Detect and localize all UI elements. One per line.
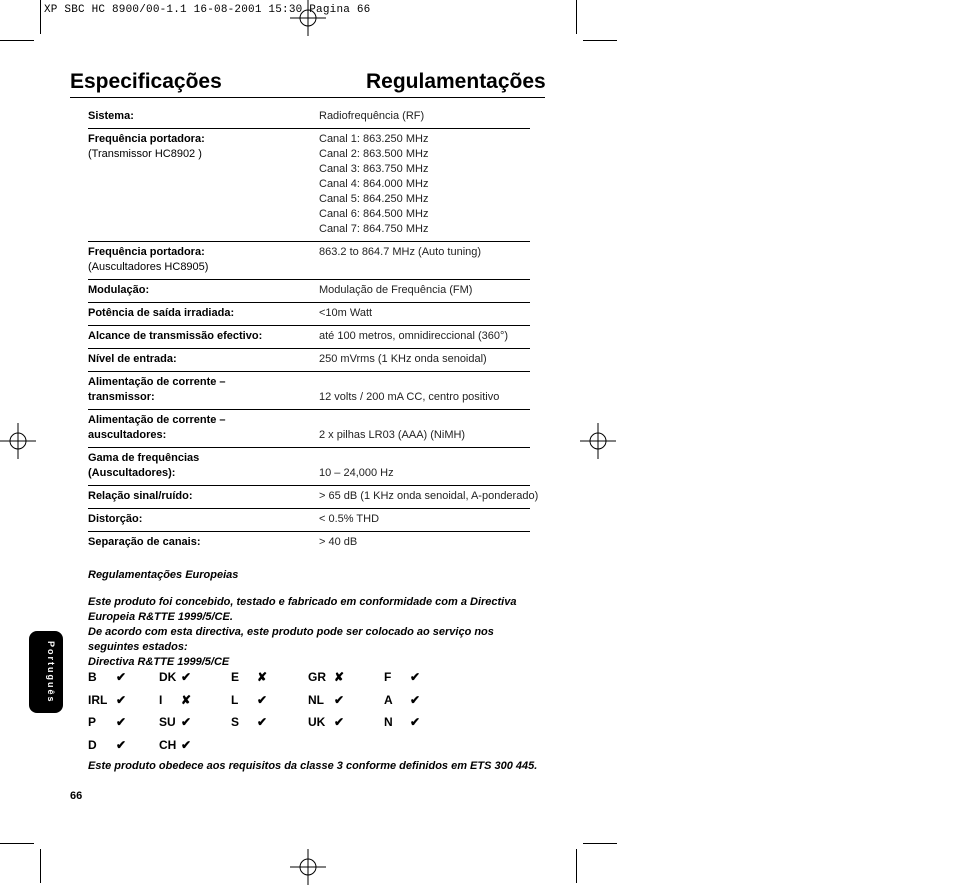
spec-label: Modulação: xyxy=(88,284,150,296)
country-cell xyxy=(159,670,192,684)
registration-mark-icon xyxy=(290,0,326,36)
country-cell xyxy=(88,670,127,684)
regulations-paragraph: De acordo com esta directiva, este produto pode ser colocado ao serviço nos xyxy=(88,626,494,638)
spec-value: > 40 dB xyxy=(319,536,358,548)
spec-label: Alimentação de corrente – xyxy=(88,414,226,426)
spec-value: até 100 metros, omnidireccional (360°) xyxy=(319,330,509,342)
page-title-right: Regulamentações xyxy=(366,70,546,93)
crop-mark xyxy=(583,843,617,844)
spec-value: Canal 6: 864.500 MHz xyxy=(319,208,429,220)
spec-row xyxy=(88,303,530,326)
spec-label: auscultadores: xyxy=(88,429,167,441)
spec-label: Frequência portadora: xyxy=(88,133,205,145)
country-cell xyxy=(88,738,127,752)
spec-value: 250 mVrms (1 KHz onda senoidal) xyxy=(319,353,487,365)
check-icon: ✔ xyxy=(410,715,421,729)
crop-mark xyxy=(583,40,617,41)
spec-sublabel: (Transmissor HC8902 ) xyxy=(88,148,202,160)
country-code: CH xyxy=(159,738,177,752)
country-cell xyxy=(88,715,127,729)
spec-value: 10 – 24,000 Hz xyxy=(319,467,394,479)
country-code: IRL xyxy=(88,693,108,707)
crop-mark xyxy=(40,849,41,883)
spec-label: Alimentação de corrente – xyxy=(88,376,226,388)
spec-value: <10m Watt xyxy=(319,307,373,319)
spec-row xyxy=(88,280,530,303)
country-code: DK xyxy=(159,670,177,684)
spec-value: < 0.5% THD xyxy=(319,513,380,525)
registration-mark-icon xyxy=(0,423,36,459)
spec-label: Separação de canais: xyxy=(88,536,201,548)
check-icon: ✔ xyxy=(116,670,127,684)
spec-row xyxy=(88,242,530,280)
check-icon: ✔ xyxy=(410,670,421,684)
print-slug: XP SBC HC 8900/00-1.1 16-08-2001 15:30 Pagina 66 xyxy=(44,4,371,16)
spec-value: 863.2 to 864.7 MHz (Auto tuning) xyxy=(319,246,482,258)
country-cell xyxy=(231,693,268,707)
country-code: A xyxy=(384,693,393,707)
registration-mark-icon xyxy=(580,423,616,459)
check-icon: ✔ xyxy=(181,715,192,729)
spec-label: Frequência portadora: xyxy=(88,246,205,258)
country-code: P xyxy=(88,715,97,729)
spec-value: Canal 2: 863.500 MHz xyxy=(319,148,429,160)
spec-row xyxy=(88,326,530,349)
spec-label: Sistema: xyxy=(88,110,134,122)
check-icon: ✔ xyxy=(116,693,127,707)
check-icon: ✔ xyxy=(181,738,192,752)
crop-mark xyxy=(576,849,577,883)
country-code: E xyxy=(231,670,240,684)
spec-label: (Auscultadores): xyxy=(88,467,176,479)
spec-row xyxy=(88,372,530,410)
regulations-paragraph: seguintes estados: xyxy=(88,641,188,653)
check-icon: ✔ xyxy=(334,715,345,729)
country-code: S xyxy=(231,715,240,729)
spec-label: Nível de entrada: xyxy=(88,353,177,365)
country-cell xyxy=(308,693,345,707)
spec-value: Canal 1: 863.250 MHz xyxy=(319,133,429,145)
country-code: D xyxy=(88,738,97,752)
page-title-left: Especificações xyxy=(70,70,222,93)
country-cell xyxy=(159,738,192,752)
country-cell xyxy=(88,693,127,707)
spec-label: Alcance de transmissão efectivo: xyxy=(88,330,263,342)
country-code: NL xyxy=(308,693,324,707)
spec-value: Radiofrequência (RF) xyxy=(319,110,425,122)
crop-mark xyxy=(40,0,41,34)
crop-mark xyxy=(0,40,34,41)
language-tab-label: Português xyxy=(46,640,56,704)
spec-row xyxy=(88,486,539,509)
spec-row xyxy=(88,349,530,372)
regulations-section xyxy=(88,568,548,670)
spec-value: Canal 5: 864.250 MHz xyxy=(319,193,429,205)
country-code: I xyxy=(159,693,163,707)
country-code: B xyxy=(88,670,97,684)
country-cell xyxy=(308,670,345,684)
country-code: UK xyxy=(308,715,326,729)
crop-mark xyxy=(576,0,577,34)
regulations-paragraph: Este produto foi concebido, testado e fabricado em conformidade com a Directiva xyxy=(88,596,517,608)
spec-row xyxy=(88,410,530,448)
country-code: GR xyxy=(308,670,326,684)
spec-row xyxy=(88,448,530,486)
check-icon: ✔ xyxy=(181,670,192,684)
country-code: N xyxy=(384,715,393,729)
country-code: SU xyxy=(159,715,176,729)
registration-mark-icon xyxy=(290,849,326,885)
country-cell xyxy=(231,670,268,684)
spec-row xyxy=(88,129,530,242)
spec-label: transmissor: xyxy=(88,391,155,403)
cross-icon: ✘ xyxy=(257,670,268,684)
country-code: F xyxy=(384,670,392,684)
check-icon: ✔ xyxy=(410,693,421,707)
spec-label: Distorção: xyxy=(88,513,143,525)
title-divider xyxy=(70,97,545,98)
check-icon: ✔ xyxy=(257,693,268,707)
country-cell xyxy=(384,693,421,707)
country-cell xyxy=(308,715,345,729)
spec-row xyxy=(88,106,530,129)
spec-value: > 65 dB (1 KHz onda senoidal, A-ponderado) xyxy=(319,490,539,502)
check-icon: ✔ xyxy=(257,715,268,729)
country-cell xyxy=(159,693,192,707)
spec-value: Canal 4: 864.000 MHz xyxy=(319,178,429,190)
crop-mark xyxy=(0,843,34,844)
regulations-directive: Directiva R&TTE 1999/5/CE xyxy=(88,656,230,668)
country-cell xyxy=(159,715,192,729)
spec-label: Relação sinal/ruído: xyxy=(88,490,193,502)
check-icon: ✔ xyxy=(116,738,127,752)
spec-label: Potência de saída irradiada: xyxy=(88,307,235,319)
spec-row xyxy=(88,509,530,532)
check-icon: ✔ xyxy=(334,693,345,707)
country-cell xyxy=(384,670,421,684)
spec-value: Canal 3: 863.750 MHz xyxy=(319,163,429,175)
specifications-table xyxy=(88,106,539,554)
page-number: 66 xyxy=(70,790,83,802)
spec-value: 2 x pilhas LR03 (AAA) (NiMH) xyxy=(319,429,466,441)
spec-value: Canal 7: 864.750 MHz xyxy=(319,223,429,235)
spec-value: 12 volts / 200 mA CC, centro positivo xyxy=(319,391,500,403)
compliance-footnote: Este produto obedece aos requisitos da classe 3 conforme definidos em ETS 300 445. xyxy=(88,760,538,772)
spec-sublabel: (Auscultadores HC8905) xyxy=(88,261,209,273)
spec-row xyxy=(88,532,530,554)
regulations-heading: Regulamentações Europeias xyxy=(88,569,239,581)
country-cell xyxy=(231,715,268,729)
country-code: L xyxy=(231,693,239,707)
cross-icon: ✘ xyxy=(334,670,345,684)
spec-value: Modulação de Frequência (FM) xyxy=(319,284,473,296)
cross-icon: ✘ xyxy=(181,693,192,707)
check-icon: ✔ xyxy=(116,715,127,729)
spec-label: Gama de frequências xyxy=(88,452,200,464)
regulations-paragraph: Europeia R&TTE 1999/5/CE. xyxy=(88,611,233,623)
country-cell xyxy=(384,715,421,729)
